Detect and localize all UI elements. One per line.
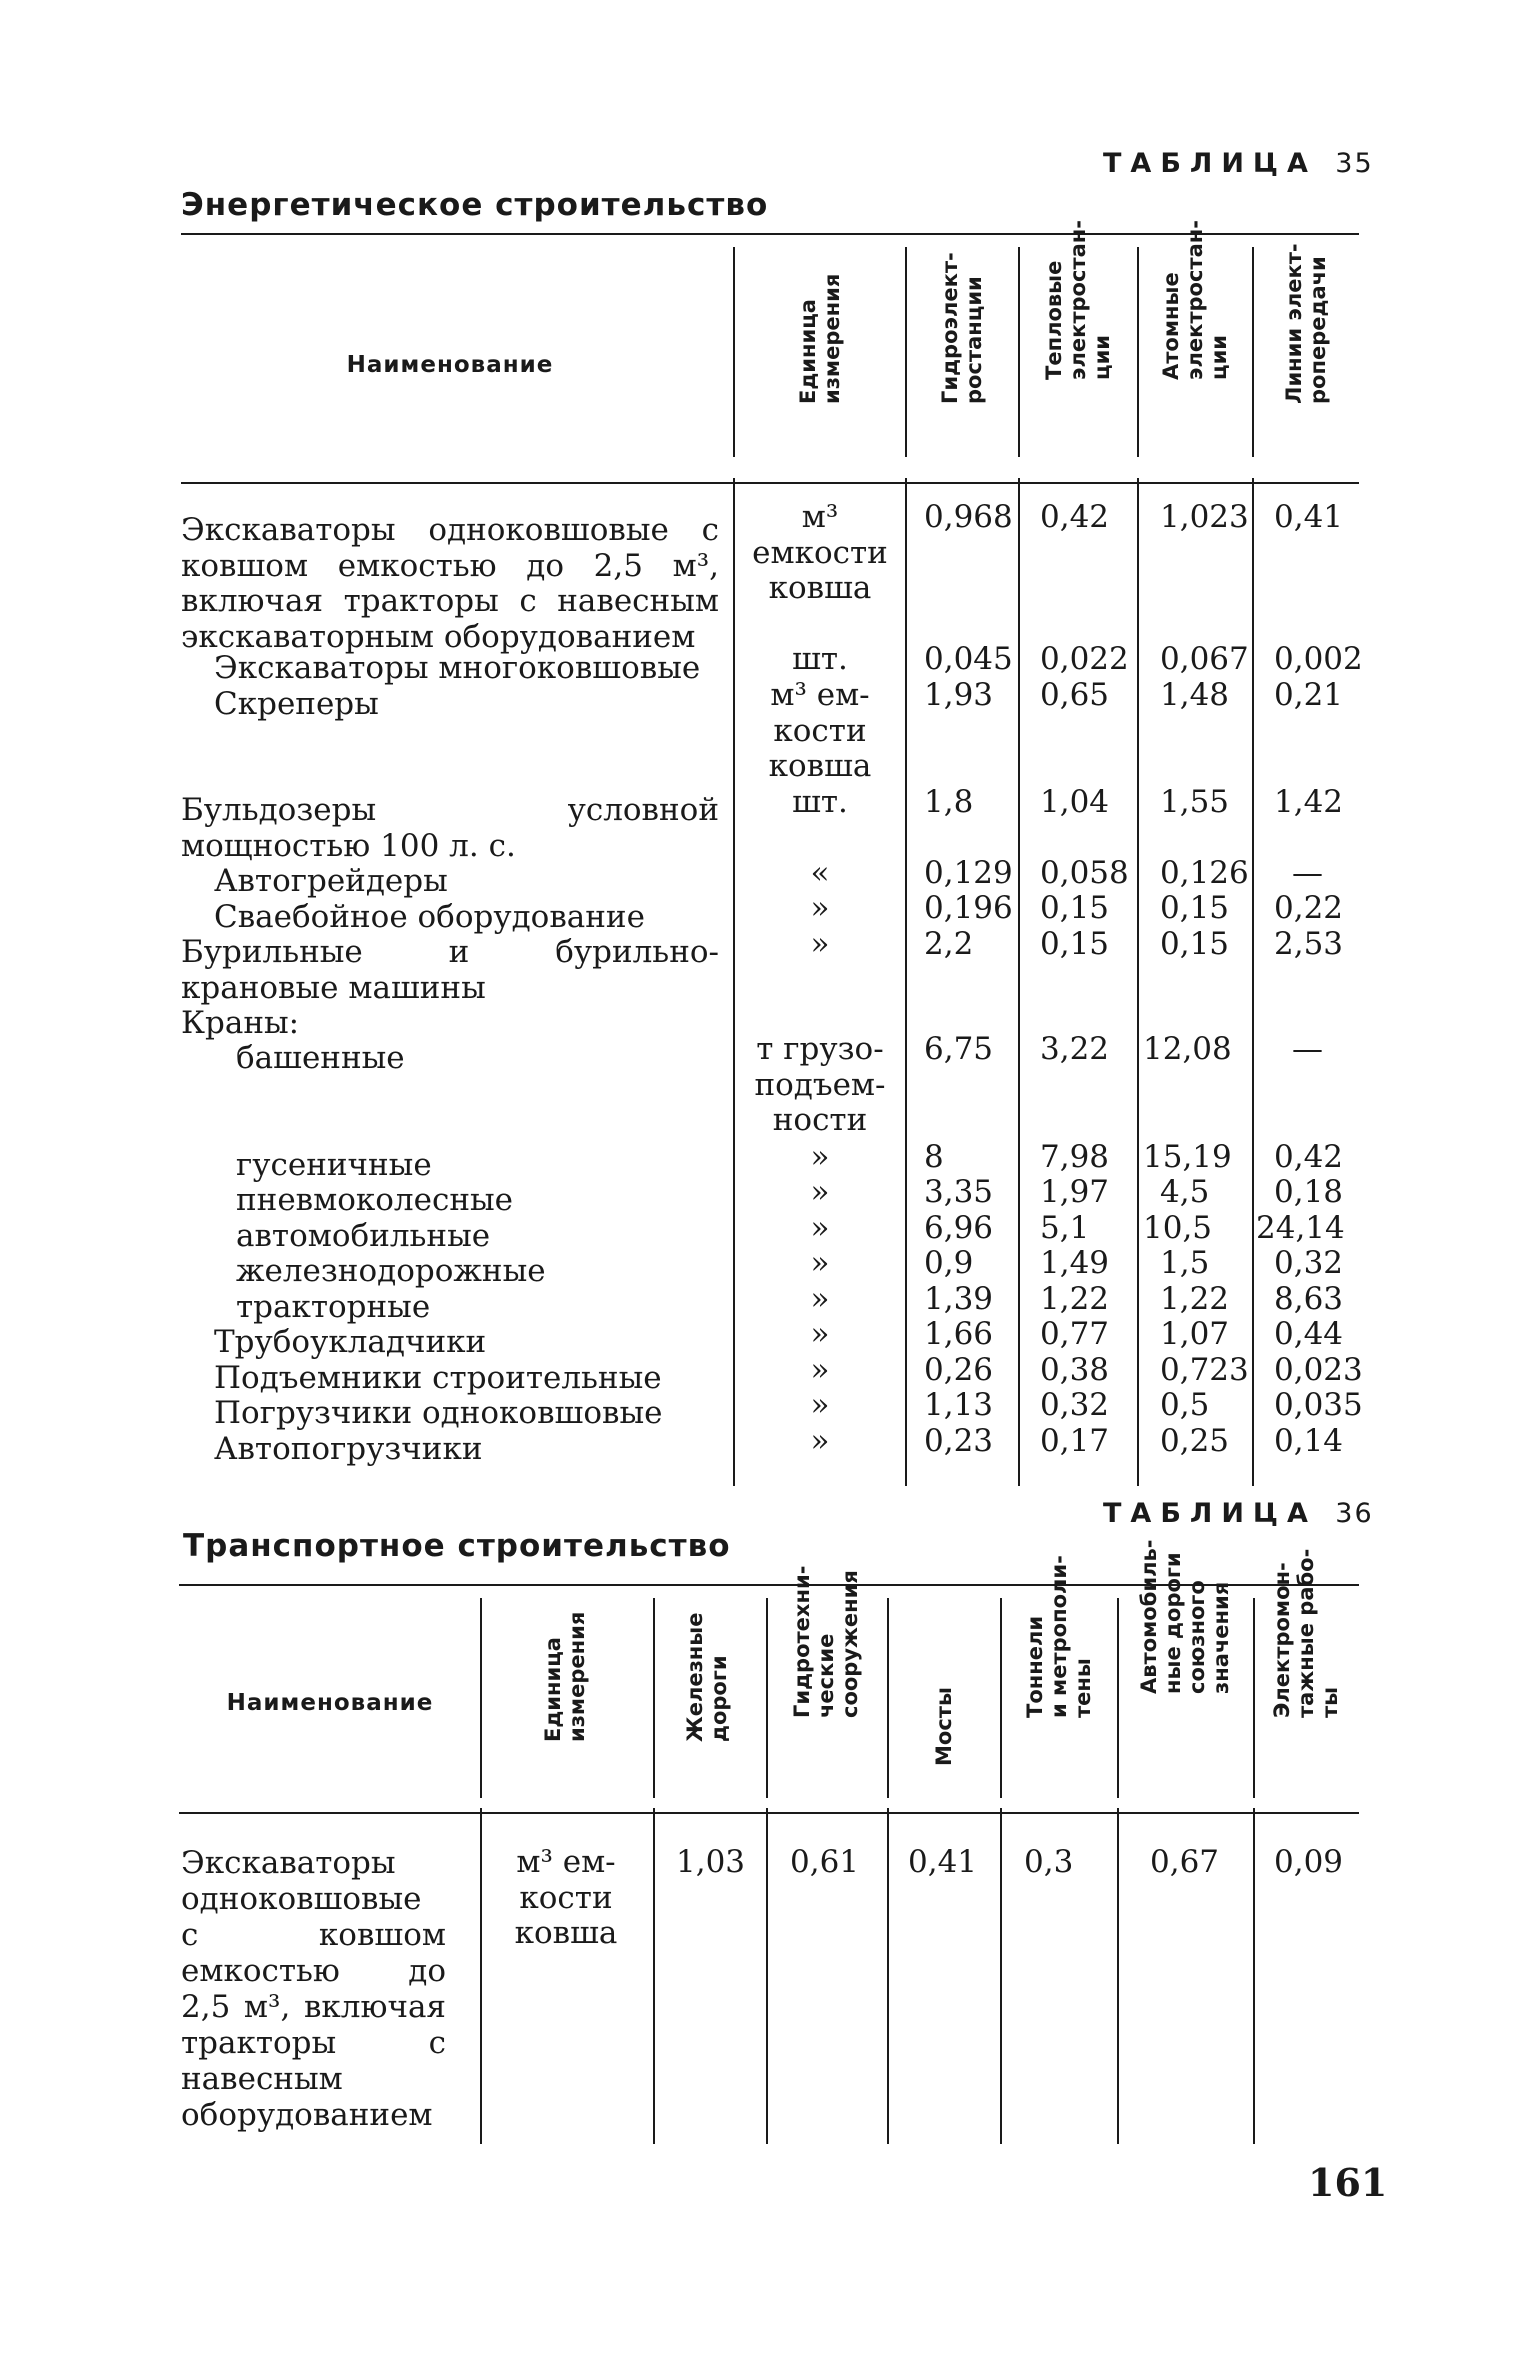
table35-row-name: тракторные [236,1289,431,1325]
table35-cell: 0,5 [1160,1387,1210,1423]
table35-cell: 0,65 [1040,677,1110,713]
table35-cell: 0,15 [1160,926,1230,962]
table35-cell: 8,63 [1274,1281,1344,1317]
table36-header-divider [887,1598,889,1798]
table35-row-name: Трубоукладчики [214,1324,487,1360]
table35-body-divider [1137,478,1139,1486]
table35-cell: 0,77 [1040,1316,1110,1352]
table35-body-divider [733,478,735,1486]
table35-row-unit: шт. [792,784,848,820]
table35-row-name: Бурильные и бурильно-крановые машины [181,934,719,1006]
table35-cell: 1,66 [924,1316,994,1352]
table35-cell: 0,42 [1040,499,1110,535]
table35-cell: 0,126 [1160,855,1249,891]
table35-cell: 1,04 [1040,784,1110,820]
table36-header-rule [179,1812,1359,1814]
table35-title: Энергетическое строительство [181,187,769,223]
table36-header-divider [1000,1598,1002,1798]
table35-cell: 12,08 [1143,1031,1232,1067]
table36-title: Транспортное строительство [183,1528,731,1564]
table36-row-name: Экскаваторы одноковшовые с ковшом емкостью до 2,5 м³, включая тракторы с навесным оборудованием [181,1845,446,2133]
table35-cell: 0,129 [924,855,1013,891]
table35-row-unit: « [810,855,830,891]
table36-header-col-hydro: Гидротехни- ческие сооружения [790,1565,862,1718]
table35-row-unit: » [810,1352,830,1388]
table35-cell: 1,5 [1160,1245,1210,1281]
table35-cell: 0,32 [1040,1387,1110,1423]
table36-header-divider [1117,1598,1119,1798]
table35-row-name: железнодорожные [236,1253,546,1289]
table35-row-name: автомобильные [236,1218,491,1254]
table36-cell: 1,03 [676,1844,746,1880]
table36-label [1103,1498,1374,1529]
table35-row-name: пневмоколесные [236,1182,514,1218]
table35-label [1103,148,1374,179]
table35-cell: 1,8 [924,784,974,820]
table35-cell: 1,97 [1040,1174,1110,1210]
table35-cell: 8 [924,1139,944,1175]
table35-cell: 5,1 [1040,1210,1090,1246]
table35-cell: 0,968 [924,499,1013,535]
table35-row-unit: » [810,1210,830,1246]
table35-header-col-thermal: Тепловые электростан- ции [1042,220,1114,380]
table35-header-col-hydro: Гидроэлект- ростанции [938,252,986,404]
table35-cell: 1,07 [1160,1316,1230,1352]
table35-cell: 7,98 [1040,1139,1110,1175]
table35-row-name: Экскаваторы многоковшовые [214,650,701,686]
table35-cell: 0,21 [1274,677,1344,713]
table36-body-divider [766,1808,768,2144]
table35-cell: 1,023 [1160,499,1249,535]
table35-cell: 0,023 [1274,1352,1363,1388]
table35-cell: 0,15 [1160,890,1230,926]
table35-cell: 1,42 [1274,784,1344,820]
table35-row-unit: » [810,1423,830,1459]
table35-cell: 0,067 [1160,641,1249,677]
table35-row-unit: м³ ем- кости ковша [768,677,872,784]
table36-header-col-bridges: Мосты [932,1687,956,1766]
table35-cell: 0,44 [1274,1316,1344,1352]
table35-cell: 0,002 [1274,641,1363,677]
table35-row-unit: » [810,1139,830,1175]
table35-cell: 6,75 [924,1031,994,1067]
table36-header-unit-text: Единица измерения [541,1611,589,1742]
table35-header-divider [1252,247,1254,457]
page-number: 161 [1308,2160,1388,2205]
table35-row-unit: м³ емкости ковша [752,499,888,606]
table35-cell: 1,49 [1040,1245,1110,1281]
table35-cell: 0,723 [1160,1352,1249,1388]
table35-cell: 2,2 [924,926,974,962]
table35-header-divider [1137,247,1139,457]
table35-cell: 0,22 [1274,890,1344,926]
table36-body-divider [480,1808,482,2144]
table36-header-divider [653,1598,655,1798]
table35-cell: 10,5 [1143,1210,1213,1246]
table35-row-name: Скреперы [214,686,379,722]
table35-cell: 1,13 [924,1387,994,1423]
table35-row-unit: » [810,1387,830,1423]
table35-cell: 0,196 [924,890,1013,926]
table35-cell: 0,17 [1040,1423,1110,1459]
table35-row-name: Краны: [181,1005,300,1041]
table36-cell: 0,41 [908,1844,978,1880]
table36-cell: 0,3 [1024,1844,1074,1880]
table35-cell: 0,26 [924,1352,994,1388]
table35-cell: 0,022 [1040,641,1129,677]
table35-row-unit: » [810,890,830,926]
table36-row-unit: м³ ем- кости ковша [514,1844,618,1951]
table35-cell: 0,15 [1040,926,1110,962]
table35-cell: 3,35 [924,1174,994,1210]
table35-row-unit: » [810,1281,830,1317]
table35-row-unit: шт. [792,641,848,677]
table36-header-divider [766,1598,768,1798]
table36-cell: 0,09 [1274,1844,1344,1880]
table35-row-name: Подъемники строительные [214,1360,662,1396]
table35-cell: 0,14 [1274,1423,1344,1459]
table35-header-rule [181,482,1359,484]
table35-cell: 0,15 [1040,890,1110,926]
table36-body-divider [1253,1808,1255,2144]
table35-cell: 1,55 [1160,784,1230,820]
table35-cell: 6,96 [924,1210,994,1246]
table35-row-name: гусеничные [236,1147,432,1183]
table35-cell: 1,22 [1160,1281,1230,1317]
table35-header-divider [905,247,907,457]
table35-cell: 3,22 [1040,1031,1110,1067]
table36-header-col-electric: Электромон- тажные рабо- ты [1270,1548,1342,1718]
table36-number: 36 [1335,1498,1374,1529]
table35-cell: 0,42 [1274,1139,1344,1175]
table35-cell: — [1292,1031,1323,1067]
table35-cell: 0,32 [1274,1245,1344,1281]
table35-body-divider [1252,478,1254,1486]
table35-cell: 24,14 [1256,1210,1345,1246]
table35-cell: 0,23 [924,1423,994,1459]
table35-row-unit: » [810,926,830,962]
table35-row-name: Экскаваторы одноковшовые с ковшом емкостью до 2,5 м³, включая тракторы с навесным экскаваторным оборудованием [181,512,719,655]
table36-body-divider [1000,1808,1002,2144]
table35-cell: 1,22 [1040,1281,1110,1317]
table36-header-col-roads: Автомобиль- ные дороги союзного значения [1137,1539,1233,1694]
table35-label-text: ТАБЛИЦА [1103,148,1317,179]
table35-cell: — [1292,855,1323,891]
table36-header-col-railways: Железные дороги [683,1612,731,1742]
table35-row-unit: т грузо- подъем- ности [754,1031,886,1138]
table36-cell: 0,67 [1150,1844,1220,1880]
table35-row-name: Погрузчики одноковшовые [214,1395,663,1431]
table36-body-divider [887,1808,889,2144]
table35-row-name: Бульдозеры условной мощностью 100 л. с. [181,792,719,864]
table35-cell: 0,38 [1040,1352,1110,1388]
table35-header-unit-text: Единица измерения [796,273,844,404]
table35-header-divider [1018,247,1020,457]
table36-cell: 0,61 [790,1844,860,1880]
table36-header-name: Наименование [226,1690,434,1716]
table35-cell: 1,93 [924,677,994,713]
table35-row-name: Сваебойное оборудование [214,899,645,935]
table35-cell: 2,53 [1274,926,1344,962]
table35-cell: 0,25 [1160,1423,1230,1459]
table36-label-text: ТАБЛИЦА [1103,1498,1317,1529]
table35-row-name: Автогрейдеры [214,863,448,899]
table35-row-name: башенные [236,1040,405,1076]
table35-body-divider [905,478,907,1486]
table35-cell: 4,5 [1160,1174,1210,1210]
table35-header-col-powerlines: Линии элект- ропередачи [1282,243,1330,404]
table35-row-unit: » [810,1245,830,1281]
table36-body-divider [653,1808,655,2144]
table35-cell: 0,18 [1274,1174,1344,1210]
table36-header-col-tunnels: Тоннели и метрополи- тены [1023,1555,1095,1718]
table35-row-name: Автопогрузчики [214,1431,483,1467]
table35-cell: 0,9 [924,1245,974,1281]
table35-cell: 15,19 [1143,1139,1232,1175]
table35-cell: 0,045 [924,641,1013,677]
table35-header-divider [733,247,735,457]
table35-cell: 1,48 [1160,677,1230,713]
table35-header-col-nuclear: Атомные электростан- ции [1159,220,1231,380]
table35-cell: 0,035 [1274,1387,1363,1423]
table36-body-divider [1117,1808,1119,2144]
table35-body-divider [1018,478,1020,1486]
table35-cell: 0,41 [1274,499,1344,535]
table35-cell: 0,058 [1040,855,1129,891]
table35-row-unit: » [810,1316,830,1352]
table36-header-divider [480,1598,482,1798]
table35-row-unit: » [810,1174,830,1210]
table35-cell: 1,39 [924,1281,994,1317]
table36-header-divider [1253,1598,1255,1798]
table35-header-name: Наименование [346,352,554,378]
table35-number: 35 [1335,148,1374,179]
